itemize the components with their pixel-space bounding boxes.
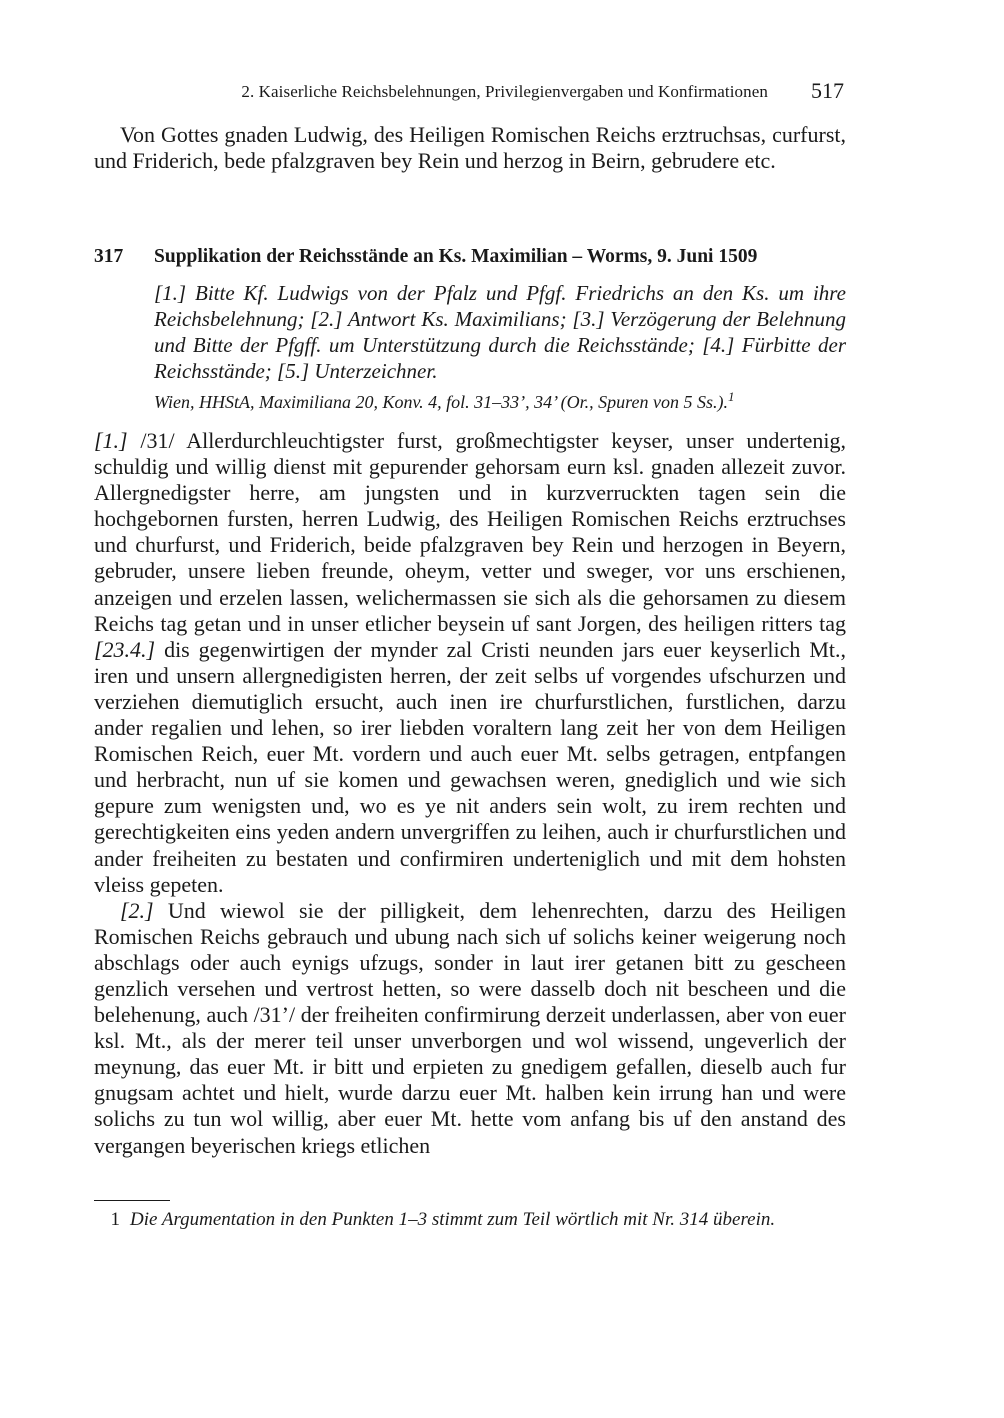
document-title: Supplikation der Reichsstände an Ks. Maximilian – Worms, 9. Juni 1509 (154, 246, 758, 267)
document-regest: [1.] Bitte Kf. Ludwigs von der Pfalz und Pfgf. Friedrichs an den Ks. um ihre Reichsbelehnung; [2.] Antwort Ks. Maximilians; [3.] Verzögerung der Belehnung und Bitte der Pfgff. um Unterstützung durch die Reichsstände; [4.] Fürbitte der Reichsstände; [5.] Unterzeichner. (154, 281, 846, 383)
folio-mark: /31/ (140, 428, 175, 453)
source-text: Wien, HHStA, Maximiliana 20, Konv. 4, fol. 31–33’, 34’ (Or., Spuren von 5 Ss.). (154, 392, 728, 412)
section-mark: [1.] (94, 428, 128, 453)
running-head-title: 2. Kaiserliche Reichsbelehnungen, Privilegienvergaben und Konfirmationen (241, 82, 768, 101)
paragraph-text: der freiheiten confirmirung derzeit underlassen, aber von euer ksl. Mt., als der merer teil unser unverborgen und wol wissend, ungeverlich der meynung, das euer Mt. ir bitt und erpieten zu gnedigem gefallen, dieselb auch fur gnugsam achtet und hielt, wurde darzu euer Mt. halben kein irrung han und were solichs zu tun wol willig, aber euer Mt. hette vom anfang bis uf den anstand des vergangen beyerischen kriegs etlichen (94, 1002, 846, 1158)
section-mark: [2.] (120, 897, 154, 923)
paragraph-1 (94, 428, 846, 898)
folio-mark: /31’/ (253, 1002, 296, 1028)
running-head (94, 78, 846, 108)
footnote-number: 1 (110, 1209, 120, 1230)
paragraph-text: dis gegenwirtigen der mynder zal Cristi neunden jars euer keyserlich Mt., iren und unsern allergnedigisten herren, der zeit selbs uf vorgendes ufschurzen und verziehen diemutiglich ersucht, auch inen ire churfurstlichen, furstlichen, darzu ander regalien und lehen, so irer liebden voraltern lang zeit her von dem Heiligen Romischen Reich, euer Mt. vordern und auch euer Mt. selbs getragen, entpfangen und herbracht, nun uf sie komen und gewachsen weren, gnediglich und wie sich gepure zum wenigsten und, wo es ye nit anders sein wolt, zu irem rechten und gerechtigkeiten eins yeden andern unvergriffen zu leihen, auch ir churfurstlichen und ander freiheiten zu bestaten und confirmiren underteniglich und mit dem hohsten vleiss gepeten. (94, 636, 846, 897)
paragraph-text: Und wiewol sie der pilligkeit, dem lehenrechten, darzu des Heiligen Romischen Reichs gebrauch und ubung nach sich uf solichs keiner weigerung noch abschlags oder auch eynigs ufzugs, sonder in laut irer getanen bitt zu gescheen genzlich versehen und vertrost hetten, so were dasselb doch nit bescheen und die belehenung, auch (94, 897, 847, 1028)
footnote (94, 1208, 846, 1231)
page-number: 517 (811, 78, 844, 103)
footnote-text: Die Argumentation in den Punkten 1–3 stimmt zum Teil wörtlich mit Nr. 314 überein. (130, 1209, 776, 1230)
paragraph-2 (94, 898, 846, 1159)
paragraph-text: Allerdurchleuchtigster furst, großmechtigster keyser, unser undertenig, schuldig und willig dienst mit gepurender gehorsam eurn ksl. gnaden allezeit zuvor. Allergnedigster herre, am jungsten und in kurzverruckten tagen sein die hochgebornen fursten, herren Ludwig, des Heiligen Romischen Reichs erztruchses und churfurst, und Friderich, beide pfalzgraven bey Rein und herzogen in Beyern, gebruder, unsere lieben freunde, oheym, vetter und sweger, vor uns erschienen, anzeigen und erzelen lassen, welichermassen sie sich als die gehorsamen zu diesem Reichs tag getan und in unser etlicher beysein uf sant Jorgen, des heiligen ritters tag (94, 428, 846, 636)
document-number: 317 (94, 246, 124, 267)
document-source (154, 389, 846, 413)
previous-document-closing: Von Gottes gnaden Ludwig, des Heiligen Romischen Reichs erztruchsas, curfurst, und Friderich, bede pfalzgraven bey Rein und herzog in Beirn, gebrudere etc. (94, 122, 846, 173)
main-text (94, 428, 846, 1159)
footnote-divider (94, 1200, 170, 1201)
footnote-reference[interactable]: 1 (727, 389, 735, 404)
date-mark: [23.4.] (94, 636, 156, 662)
